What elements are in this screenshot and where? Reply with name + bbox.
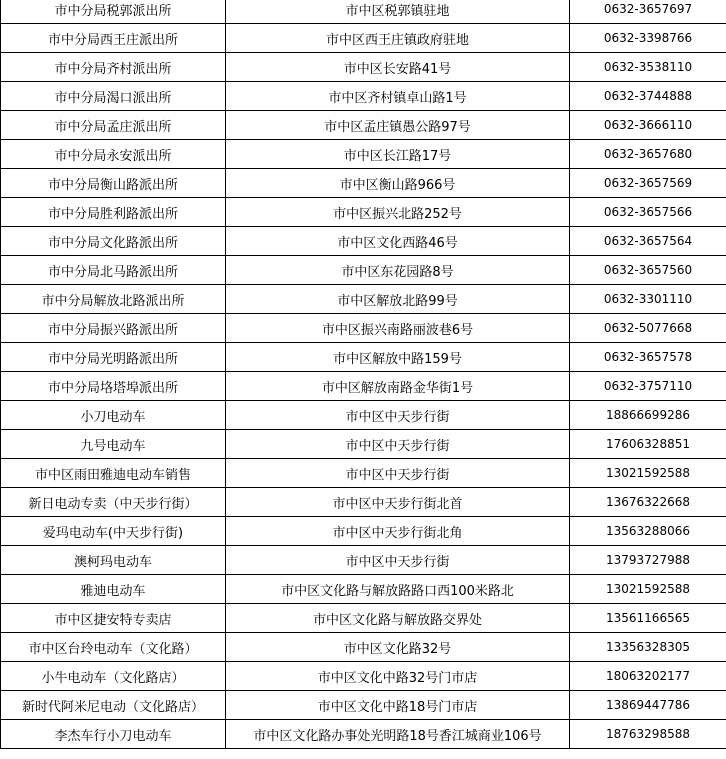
address-cell: 市中区中天步行街: [226, 459, 570, 488]
table-row: [1, 662, 726, 691]
address-cell: 市中区中天步行街北首: [226, 488, 570, 517]
table-row: [1, 488, 726, 517]
table-row: [1, 517, 726, 546]
address-cell: 市中区衡山路966号: [226, 169, 570, 198]
table-row: [1, 24, 726, 53]
table-row: [1, 256, 726, 285]
table-row: [1, 111, 726, 140]
name-cell: 澳柯玛电动车: [1, 546, 226, 575]
name-cell: 市中分局垎塔埠派出所: [1, 372, 226, 401]
name-cell: 爱玛电动车(中天步行街): [1, 517, 226, 546]
phone-cell: 13563288066: [570, 517, 726, 546]
table-row: [1, 430, 726, 459]
name-cell: 市中分局西王庄派出所: [1, 24, 226, 53]
table-row: [1, 198, 726, 227]
phone-cell: 0632-3538110: [570, 53, 726, 82]
table-row: [1, 459, 726, 488]
address-cell: 市中区税郭镇驻地: [226, 0, 570, 24]
table-row: [1, 314, 726, 343]
table-row: [1, 720, 726, 749]
address-cell: 市中区文化中路18号门市店: [226, 691, 570, 720]
name-cell: 市中分局文化路派出所: [1, 227, 226, 256]
phone-cell: 0632-3657578: [570, 343, 726, 372]
address-cell: 市中区长江路17号: [226, 140, 570, 169]
table-row: [1, 140, 726, 169]
table-row: [1, 285, 726, 314]
name-cell: 市中分局渴口派出所: [1, 82, 226, 111]
table-row: [1, 0, 726, 24]
address-cell: 市中区西王庄镇政府驻地: [226, 24, 570, 53]
name-cell: 市中分局孟庄派出所: [1, 111, 226, 140]
phone-cell: 13356328305: [570, 633, 726, 662]
table-row: [1, 546, 726, 575]
address-cell: 市中区解放中路159号: [226, 343, 570, 372]
name-cell: 市中分局齐村派出所: [1, 53, 226, 82]
name-cell: 市中区雨田雅迪电动车销售: [1, 459, 226, 488]
name-cell: 市中分局税郭派出所: [1, 0, 226, 24]
address-cell: 市中区中天步行街北角: [226, 517, 570, 546]
address-cell: 市中区文化路与解放路交界处: [226, 604, 570, 633]
address-cell: 市中区文化西路46号: [226, 227, 570, 256]
address-cell: 市中区振兴南路丽波巷6号: [226, 314, 570, 343]
address-cell: 市中区解放南路金华街1号: [226, 372, 570, 401]
name-cell: 市中分局光明路派出所: [1, 343, 226, 372]
phone-cell: 0632-5077668: [570, 314, 726, 343]
name-cell: 市中分局解放北路派出所: [1, 285, 226, 314]
table-row: [1, 691, 726, 720]
address-cell: 市中区中天步行街: [226, 546, 570, 575]
phone-cell: 0632-3657697: [570, 0, 726, 24]
phone-cell: 0632-3657680: [570, 140, 726, 169]
table-row: [1, 227, 726, 256]
phone-cell: 13021592588: [570, 459, 726, 488]
phone-cell: 13021592588: [570, 575, 726, 604]
phone-cell: 18063202177: [570, 662, 726, 691]
name-cell: 新日电动专卖（中天步行街）: [1, 488, 226, 517]
table-row: [1, 604, 726, 633]
phone-cell: 0632-3757110: [570, 372, 726, 401]
phone-cell: 0632-3657566: [570, 198, 726, 227]
name-cell: 新时代阿米尼电动（文化路店）: [1, 691, 226, 720]
name-cell: 市中区捷安特专卖店: [1, 604, 226, 633]
phone-cell: 13869447786: [570, 691, 726, 720]
phone-cell: 18763298588: [570, 720, 726, 749]
table-row: [1, 401, 726, 430]
name-cell: 小牛电动车（文化路店）: [1, 662, 226, 691]
address-cell: 市中区文化中路32号门市店: [226, 662, 570, 691]
address-cell: 市中区长安路41号: [226, 53, 570, 82]
phone-cell: 0632-3657564: [570, 227, 726, 256]
address-cell: 市中区文化路与解放路路口西100米路北: [226, 575, 570, 604]
name-cell: 九号电动车: [1, 430, 226, 459]
address-cell: 市中区中天步行街: [226, 401, 570, 430]
phone-cell: 0632-3398766: [570, 24, 726, 53]
phone-cell: 17606328851: [570, 430, 726, 459]
table-row: [1, 53, 726, 82]
table-row: [1, 82, 726, 111]
name-cell: 小刀电动车: [1, 401, 226, 430]
address-cell: 市中区孟庄镇愚公路97号: [226, 111, 570, 140]
name-cell: 李杰车行小刀电动车: [1, 720, 226, 749]
phone-cell: 0632-3657560: [570, 256, 726, 285]
table-row: [1, 633, 726, 662]
phone-cell: 0632-3666110: [570, 111, 726, 140]
address-cell: 市中区齐村镇卓山路1号: [226, 82, 570, 111]
table-row: [1, 372, 726, 401]
address-cell: 市中区文化路32号: [226, 633, 570, 662]
phone-cell: 0632-3301110: [570, 285, 726, 314]
address-cell: 市中区解放北路99号: [226, 285, 570, 314]
name-cell: 市中分局振兴路派出所: [1, 314, 226, 343]
phone-cell: 0632-3657569: [570, 169, 726, 198]
phone-cell: 13676322668: [570, 488, 726, 517]
address-cell: 市中区中天步行街: [226, 430, 570, 459]
name-cell: 市中分局胜利路派出所: [1, 198, 226, 227]
phone-cell: 0632-3744888: [570, 82, 726, 111]
name-cell: 市中区台玲电动车（文化路）: [1, 633, 226, 662]
table-row: [1, 575, 726, 604]
address-cell: 市中区振兴北路252号: [226, 198, 570, 227]
table-body: [1, 0, 726, 749]
table-row: [1, 343, 726, 372]
address-cell: 市中区东花园路8号: [226, 256, 570, 285]
phone-cell: 18866699286: [570, 401, 726, 430]
address-cell: 市中区文化路办事处光明路18号香江城商业106号: [226, 720, 570, 749]
phone-cell: 13793727988: [570, 546, 726, 575]
name-cell: 市中分局永安派出所: [1, 140, 226, 169]
table-row: [1, 169, 726, 198]
name-cell: 市中分局衡山路派出所: [1, 169, 226, 198]
name-cell: 市中分局北马路派出所: [1, 256, 226, 285]
phone-cell: 13561166565: [570, 604, 726, 633]
name-cell: 雅迪电动车: [1, 575, 226, 604]
